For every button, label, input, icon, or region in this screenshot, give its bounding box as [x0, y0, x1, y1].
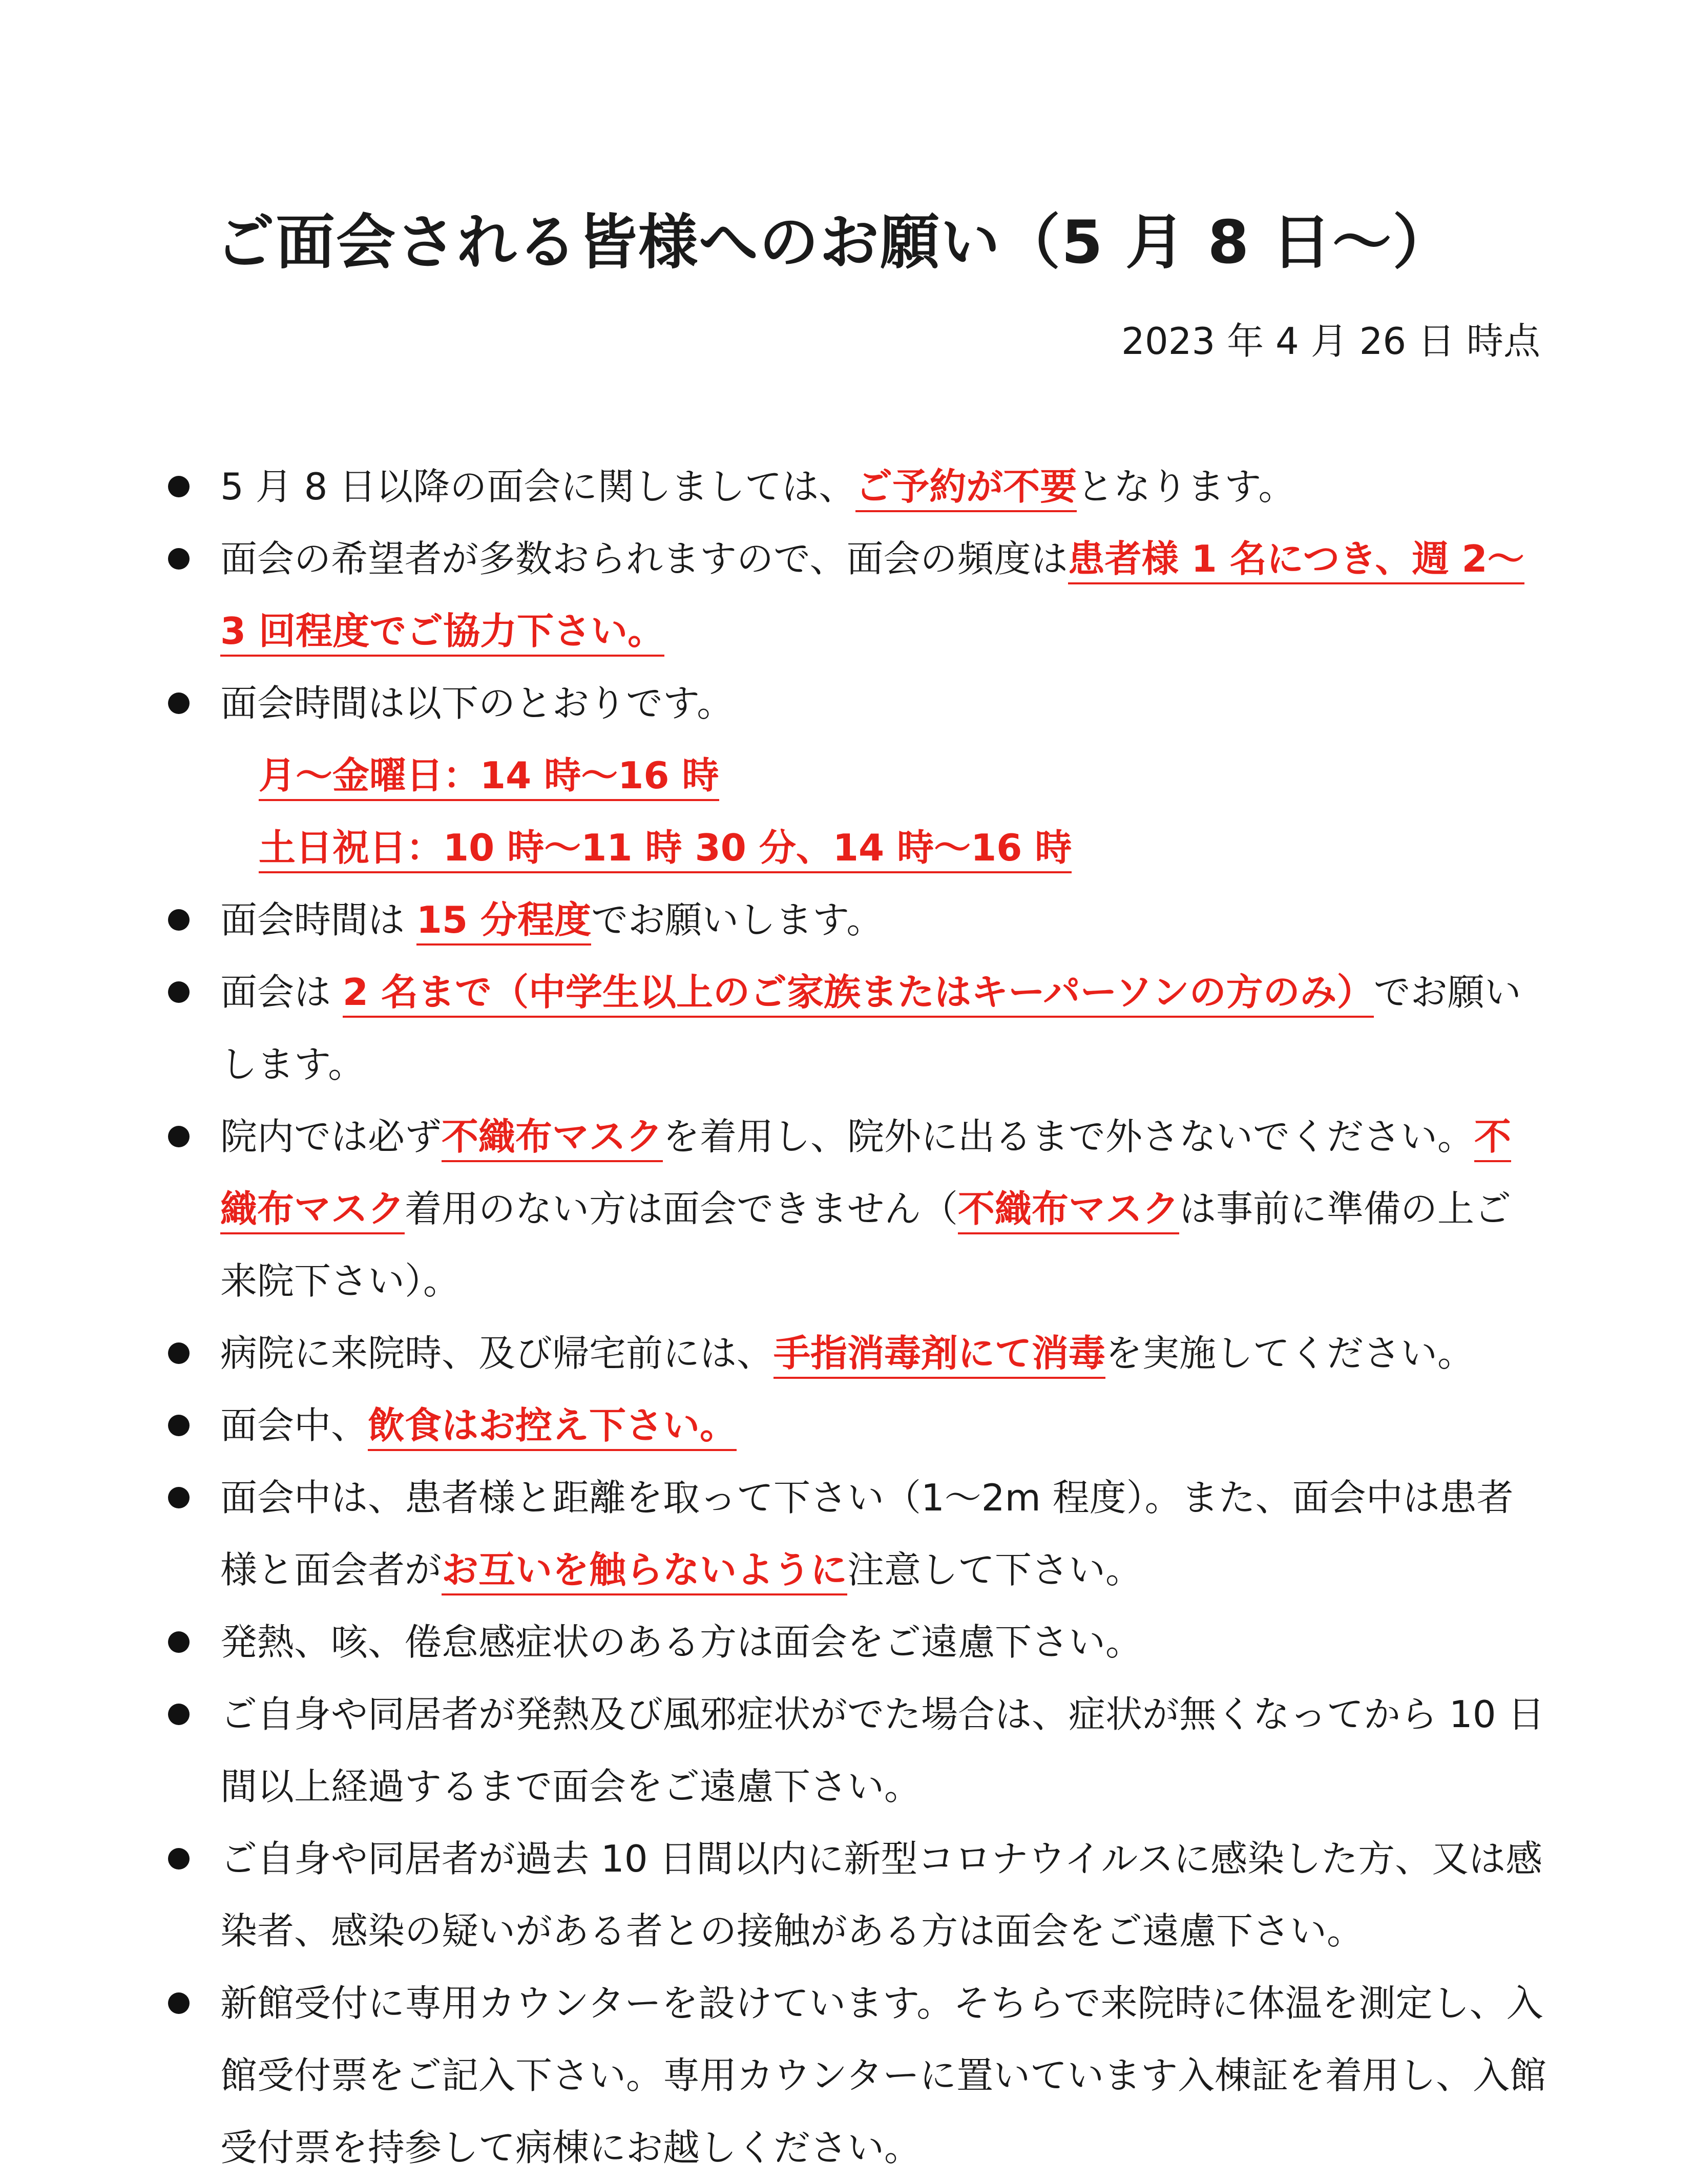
hours-weekend: [164, 812, 1547, 884]
bullet-icon: [168, 1487, 190, 1508]
bullet-icon: [168, 548, 190, 570]
list-item: [164, 667, 1547, 740]
item-text: 5 月 8 日以降の面会に関しましては、: [220, 465, 856, 508]
item-text: 面会時間は: [220, 898, 416, 941]
highlight-text: 15 分程度: [416, 898, 591, 946]
item-text: でお願いします。: [591, 898, 884, 941]
highlight-text: 2 名まで（中学生以上のご家族またはキーパーソンの方のみ）: [343, 971, 1374, 1018]
item-text: を実施してください。: [1105, 1332, 1475, 1375]
bullet-icon: [168, 1848, 190, 1870]
bullet-icon: [168, 909, 190, 931]
item-text: 面会中は、患者様と距離を取って下さい（1～2m 程度）。また、面会中は患者様と面会者が: [220, 1476, 1514, 1591]
bullet-icon: [168, 1704, 190, 1725]
item-text: 着用のない方は面会できません（: [405, 1187, 958, 1230]
list-item: [164, 1390, 1547, 1462]
highlight-text: 患者様 1 名につき、週 2～3 回程度でご協力下さい。: [220, 537, 1524, 657]
list-item: [164, 523, 1547, 667]
bullet-icon: [168, 692, 190, 714]
list-item: [164, 884, 1547, 956]
list-item: [164, 1823, 1547, 1967]
list-item: [164, 1967, 1547, 2184]
item-text: ご自身や同居者が発熱及び風邪症状がでた場合は、症状が無くなってから 10 日間以上経過するまで面会をご遠慮下さい。: [220, 1693, 1545, 1808]
hours-weekday: [164, 740, 1547, 812]
item-text: 注意して下さい。: [847, 1548, 1143, 1591]
bullet-icon: [168, 1992, 190, 2014]
bullet-icon: [168, 1126, 190, 1147]
highlight-text: 不織布マスク: [958, 1187, 1179, 1234]
item-text: 面会の希望者が多数おられますので、面会の頻度は: [220, 537, 1068, 580]
list-item: [164, 956, 1547, 1101]
bullet-icon: [168, 476, 190, 497]
item-text: でお願いします。: [220, 971, 1521, 1086]
page-title: ご面会される皆様へのお願い（5 月 8 日～）: [215, 208, 1453, 277]
highlight-text: 不織布マスク: [220, 1115, 1511, 1234]
list-item: [164, 1606, 1547, 1678]
item-text: 病院に来院時、及び帰宅前には、: [220, 1332, 774, 1375]
highlight-text: 土日祝日：10 時～11 時 30 分、14 時～16 時: [259, 826, 1072, 873]
bullet-icon: [168, 1342, 190, 1364]
highlight-text: 不織布マスク: [442, 1115, 663, 1162]
item-text: 院内では必ず: [220, 1115, 442, 1158]
item-text: となります。: [1077, 465, 1295, 508]
date-stamp: 2023 年 4 月 26 日 時点: [1121, 320, 1540, 363]
item-text: 面会は: [220, 971, 343, 1014]
highlight-text: ご予約が不要: [855, 465, 1077, 512]
bullet-icon: [168, 1415, 190, 1436]
item-text: は事前に準備の上ご来院下さい）。: [220, 1187, 1512, 1303]
item-text: 面会中、: [220, 1404, 368, 1447]
highlight-text: 飲食はお控え下さい。: [368, 1404, 737, 1451]
bullet-icon: [168, 981, 190, 1003]
bullet-icon: [168, 1631, 190, 1653]
list-item: [164, 1462, 1547, 1606]
item-text: 発熱、咳、倦怠感症状のある方は面会をご遠慮下さい。: [220, 1621, 1143, 1664]
item-text: を着用し、院外に出るまで外さないでください。: [663, 1115, 1475, 1158]
highlight-text: 手指消毒剤にて消毒: [773, 1332, 1105, 1379]
list-item: [164, 1678, 1547, 1823]
item-text: ご自身や同居者が過去 10 日間以内に新型コロナウイルスに感染した方、又は感染者、感染の疑いがある者との接触がある方は面会をご遠慮下さい。: [220, 1837, 1543, 1952]
highlight-text: 月～金曜日：14 時～16 時: [259, 754, 719, 801]
notice-list: [164, 451, 1547, 2184]
item-text: 面会時間は以下のとおりです。: [220, 682, 734, 725]
list-item: [164, 451, 1547, 523]
item-text: 新館受付に専用カウンターを設けています。そちらで来院時に体温を測定し、入館受付票をご記入下さい。専用カウンターに置いています入棟証を着用し、入館受付票を持参して病棟にお越しください。: [220, 1982, 1547, 2169]
list-item: [164, 1101, 1547, 1317]
highlight-text: お互いを触らないように: [442, 1548, 847, 1595]
list-item: [164, 1317, 1547, 1390]
